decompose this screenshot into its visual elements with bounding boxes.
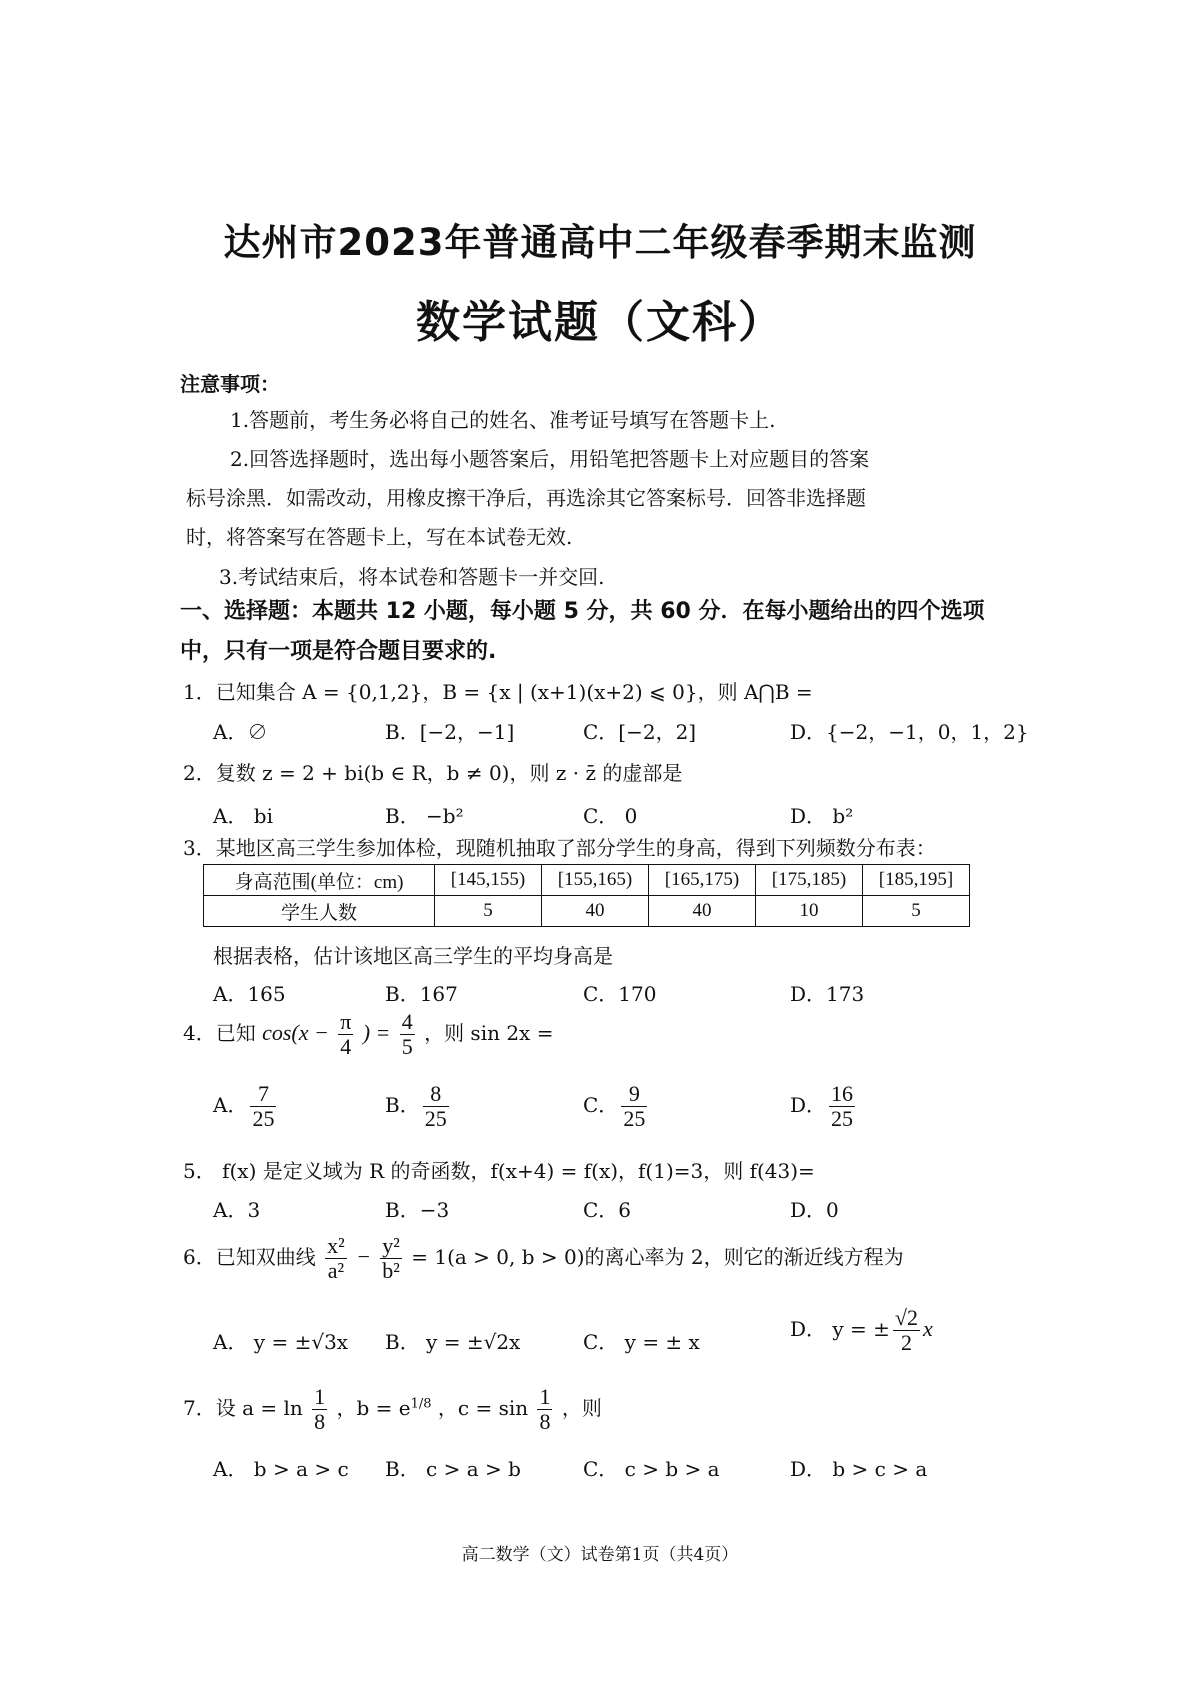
question-3-option-b: B．167 [385,982,458,1006]
fraction-4-over-5 [400,1010,415,1059]
notice-item-2-line-1: 2.回答选择题时，选出每小题答案后，用铅笔把答题卡上对应题目的答案 [230,447,870,471]
table-cell: 10 [756,896,863,927]
exponent: 1/8 [410,1396,432,1412]
section-heading-line-1: 一、选择题：本题共 12 小题，每小题 5 分，共 60 分．在每小题给出的四个选项 [180,599,985,624]
numerator: π [340,1009,352,1034]
question-3-option-d: D．173 [790,982,865,1006]
question-6-rest: = 1(a > 0, b > 0)的离心率为 2，则它的渐近线方程为 [411,1245,904,1270]
table-cell: 40 [542,896,649,927]
notice-heading: 注意事项： [180,372,280,396]
minus-sign: − [356,1244,371,1270]
question-7-mid: ，b = e [336,1396,411,1421]
exam-title: 达州市2023年普通高中二年级春季期末监测 [223,221,977,264]
question-4-cos: cos(x − [262,1020,329,1046]
page-footer: 高二数学（文）试卷第1页（共4页） [461,1545,739,1565]
fraction-1-over-8 [537,1385,552,1434]
question-6-option-c: C． y = ± x [583,1330,700,1354]
question-7-option-c: C． c > b > a [583,1457,720,1481]
question-5-option-c: C．6 [583,1198,632,1222]
option-label: B． [385,1093,420,1118]
denominator: b² [382,1258,400,1284]
frequency-table [203,864,970,927]
denominator: 8 [539,1409,551,1435]
denominator: 25 [623,1106,646,1132]
table-cell: [145,155) [435,865,542,896]
question-6-stem [183,1234,904,1283]
question-7-option-a: A． b > a > c [213,1457,349,1481]
question-5-option-a: A．3 [213,1198,261,1222]
table-row [204,896,970,927]
option-label: A． [213,1093,248,1118]
option-label: D． y = ± [790,1317,890,1342]
denominator: 25 [252,1106,275,1132]
notice-item-2-line-3: 时，将答案写在答题卡上，写在本试卷无效. [186,525,573,549]
table-header-row [204,865,970,896]
question-3-tail: 根据表格，估计该地区高三学生的平均身高是 [213,944,613,968]
denominator: 25 [424,1106,447,1132]
question-5-stem: 5． f(x) 是定义域为 R 的奇函数，f(x+4) = f(x)，f(1)=3，则 f(43)= [183,1159,815,1183]
question-2-option-c: C． 0 [583,804,638,828]
fraction-pi-over-4 [338,1010,353,1059]
fraction-sqrt2-over-2 [893,1306,920,1355]
question-1-stem: 1．已知集合 A = {0,1,2}，B = {x | (x+1)(x+2) ⩽ 0}，则 A⋂B = [183,680,813,704]
question-4-option-a [213,1082,279,1131]
question-1-option-d: D．{−2，−1，0，1，2} [790,720,1029,744]
question-1-option-b: B．[−2，−1] [385,720,515,744]
question-7-prefix: 7．设 a = ln [183,1396,303,1421]
numerator: 1 [314,1384,326,1409]
fraction [829,1082,855,1131]
notice-item-3: 3.考试结束后，将本试卷和答题卡一并交回. [219,565,605,589]
numerator: y² [382,1233,400,1258]
option-label: C． [583,1093,619,1118]
question-2-option-b: B． −b² [385,804,464,828]
table-cell: [175,185) [756,865,863,896]
question-4-stem [183,1010,553,1059]
table-cell: 学生人数 [204,896,435,927]
denominator: 8 [314,1409,326,1435]
numerator: 16 [831,1081,854,1106]
question-4-prefix: 4．已知 [183,1021,256,1046]
table-cell: 5 [435,896,542,927]
question-3-option-a: A．165 [213,982,286,1006]
notice-item-1: 1.答题前，考生务必将自己的姓名、准考证号填写在答题卡上. [230,408,776,432]
table-cell: [165,175) [649,865,756,896]
question-5-option-d: D．0 [790,1198,839,1222]
table-cell: 身高范围(单位：cm) [204,865,435,896]
denominator: a² [325,1258,347,1283]
numerator: 9 [628,1081,640,1106]
question-6-option-d [790,1306,933,1355]
question-7-option-d: D． b > c > a [790,1457,928,1481]
question-7-stem [183,1385,602,1434]
notice-item-2-line-2: 标号涂黑．如需改动，用橡皮擦干净后，再选涂其它答案标号．回答非选择题 [186,486,866,510]
fraction-y2-over-b2 [380,1234,402,1283]
question-2-option-a: A． bi [213,804,273,828]
numerator: 7 [257,1081,269,1106]
numerator: 4 [401,1009,413,1034]
question-3-stem: 3．某地区高三学生参加体检，现随机抽取了部分学生的身高，得到下列频数分布表： [183,836,936,860]
fraction [423,1082,449,1131]
question-4-option-b [385,1082,452,1131]
section-heading-line-2: 中，只有一项是符合题目要求的. [180,639,497,664]
question-4-suffix: ，则 sin 2x = [424,1021,554,1046]
question-2-stem: 2．复数 z = 2 + bi(b ∈ R，b ≠ 0)，则 z · z̄ 的虚部是 [183,761,683,785]
numerator: 1 [539,1384,551,1409]
question-6-option-b: B． y = ±√2x [385,1330,521,1354]
denominator: 4 [338,1034,353,1059]
denominator: 25 [831,1106,854,1132]
question-5-option-b: B．−3 [385,1198,450,1222]
denominator: 5 [401,1034,413,1060]
table-cell: [185,195] [863,865,970,896]
variable-x: x [923,1316,933,1342]
denominator: 2 [893,1330,920,1355]
fraction [621,1082,647,1131]
fraction [250,1082,276,1131]
question-4-option-d [790,1082,858,1131]
fraction-1-over-8 [312,1385,327,1434]
question-6-option-a: A． y = ±√3x [213,1330,349,1354]
question-7-mid2: ，c = sin [437,1396,529,1421]
numerator: √2 [894,1305,918,1330]
table-cell: [155,165) [542,865,649,896]
question-4-equals: ) = [362,1020,391,1046]
question-1-option-c: C．[−2，2] [583,720,697,744]
fraction-x2-over-a2 [325,1234,347,1283]
table-cell: 5 [863,896,970,927]
option-label: D． [790,1093,827,1118]
question-3-option-c: C．170 [583,982,657,1006]
question-7-suffix: ，则 [561,1396,602,1421]
table-cell: 40 [649,896,756,927]
numerator: x² [327,1233,345,1258]
question-1-option-a: A．∅ [213,720,268,744]
numerator: 8 [430,1081,442,1106]
question-6-prefix: 6．已知双曲线 [183,1245,316,1270]
question-4-option-c [583,1082,650,1131]
exam-subtitle: 数学试题（文科） [416,297,784,348]
question-7-option-b: B． c > a > b [385,1457,521,1481]
question-2-option-d: D． b² [790,804,854,828]
